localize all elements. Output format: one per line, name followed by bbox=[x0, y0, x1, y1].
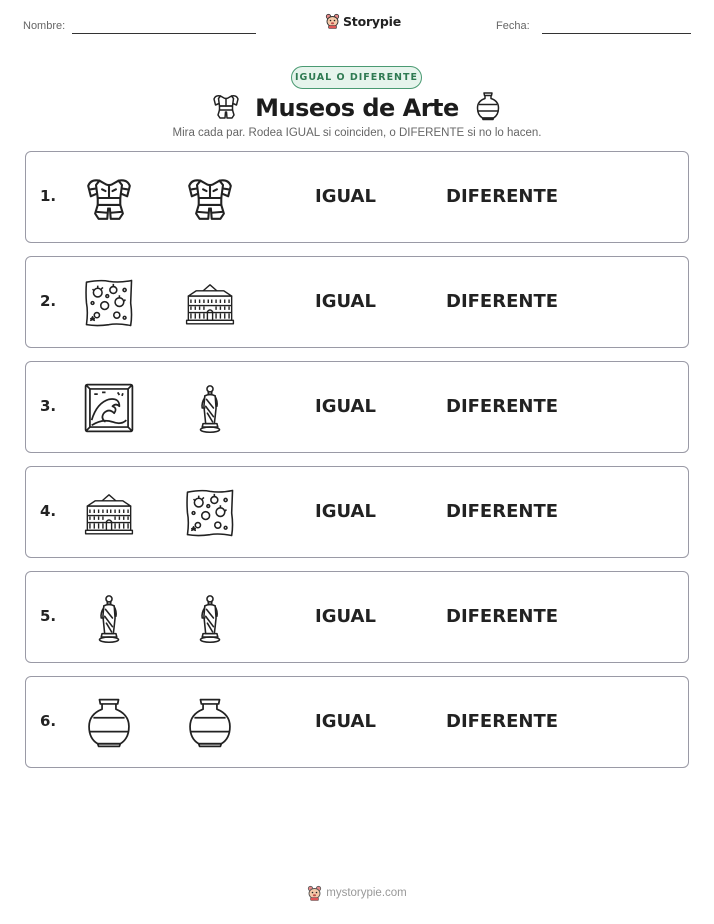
option-diferente[interactable]: DIFERENTE bbox=[446, 396, 559, 417]
museum-building-icon bbox=[184, 277, 236, 329]
question-number: 6. bbox=[40, 712, 57, 730]
option-igual[interactable]: IGUAL bbox=[315, 606, 376, 627]
storypie-logo bbox=[325, 13, 401, 29]
vase-icon bbox=[184, 697, 236, 749]
option-diferente[interactable]: DIFERENTE bbox=[446, 186, 559, 207]
name-field-line[interactable] bbox=[72, 33, 256, 34]
name-label: Nombre: bbox=[23, 20, 66, 32]
question-card bbox=[25, 676, 689, 768]
brand-name: Storypie bbox=[343, 13, 401, 29]
armor-icon bbox=[184, 172, 236, 224]
mascot-icon bbox=[325, 13, 340, 29]
question-card bbox=[25, 466, 689, 558]
armor-icon bbox=[83, 172, 135, 224]
framed-wave-painting-icon bbox=[83, 382, 135, 434]
option-igual[interactable]: IGUAL bbox=[315, 291, 376, 312]
option-diferente[interactable]: DIFERENTE bbox=[446, 291, 559, 312]
option-igual[interactable]: IGUAL bbox=[315, 186, 376, 207]
question-number: 3. bbox=[40, 397, 57, 415]
option-igual[interactable]: IGUAL bbox=[315, 396, 376, 417]
question-card bbox=[25, 361, 689, 453]
question-card bbox=[25, 256, 689, 348]
question-number: 1. bbox=[40, 187, 57, 205]
museum-building-icon bbox=[83, 487, 135, 539]
mascot-icon bbox=[307, 885, 322, 901]
armor-icon bbox=[211, 91, 241, 125]
footer bbox=[0, 885, 714, 901]
worksheet-type-badge: IGUAL O DIFERENTE bbox=[291, 66, 422, 89]
question-number: 4. bbox=[40, 502, 57, 520]
option-diferente[interactable]: DIFERENTE bbox=[446, 606, 559, 627]
statue-icon bbox=[184, 382, 236, 434]
footer-url: mystorypie.com bbox=[326, 887, 407, 899]
option-diferente[interactable]: DIFERENTE bbox=[446, 501, 559, 522]
question-number: 5. bbox=[40, 607, 57, 625]
title-row bbox=[0, 91, 714, 125]
option-igual[interactable]: IGUAL bbox=[315, 501, 376, 522]
question-card bbox=[25, 571, 689, 663]
option-igual[interactable]: IGUAL bbox=[315, 711, 376, 732]
date-field-line[interactable] bbox=[542, 33, 691, 34]
date-label: Fecha: bbox=[496, 20, 530, 32]
vase-icon bbox=[473, 91, 503, 125]
statue-icon bbox=[83, 592, 135, 644]
instructions: Mira cada par. Rodea IGUAL si coinciden, o DIFERENTE si no lo hacen. bbox=[172, 127, 542, 139]
question-number: 2. bbox=[40, 292, 57, 310]
option-diferente[interactable]: DIFERENTE bbox=[446, 711, 559, 732]
paint-splatter-icon bbox=[184, 487, 236, 539]
vase-icon bbox=[83, 697, 135, 749]
question-card bbox=[25, 151, 689, 243]
page-title: Museos de Arte bbox=[255, 94, 459, 122]
paint-splatter-icon bbox=[83, 277, 135, 329]
statue-icon bbox=[184, 592, 236, 644]
